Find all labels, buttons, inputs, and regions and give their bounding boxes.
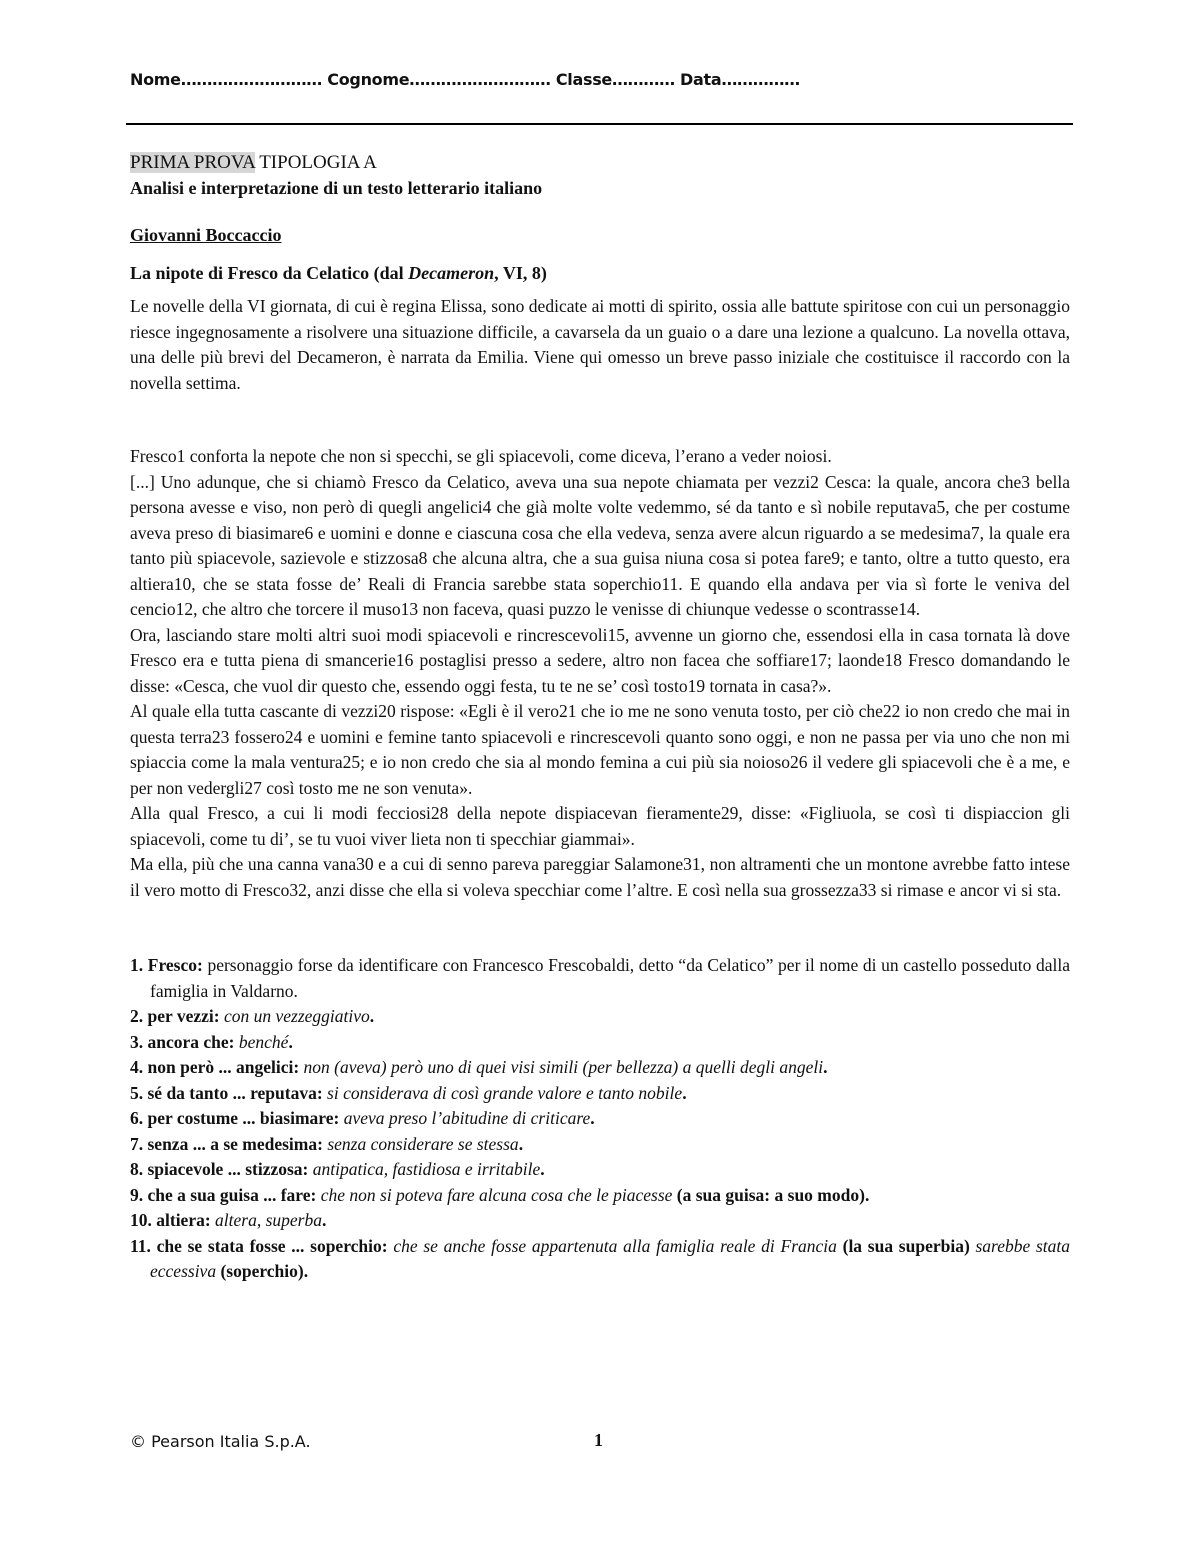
- novella-title-pre: La nipote di Fresco da Celatico (dal: [130, 263, 409, 283]
- exam-title: [130, 150, 1070, 176]
- footnote-def: che se anche fosse appartenuta alla famiglia reale di Francia: [393, 1235, 837, 1256]
- footnote-def: personaggio forse da identificare con Francesco Frescobaldi, detto “da Celatico” per il nome di un castello posseduto dalla famiglia in Valdarno.: [150, 955, 1070, 1001]
- footnote-extra: .: [288, 1031, 293, 1052]
- text-paragraph: Fresco1 conforta la nepote che non si specchi, se gli spiacevoli, come diceva, l’erano a veder noiosi.: [130, 446, 832, 466]
- footnote: [130, 1157, 1070, 1183]
- author-name: Giovanni Boccaccio: [130, 225, 282, 245]
- document-body: [130, 150, 1070, 1285]
- footnote-term: 1. Fresco:: [130, 955, 203, 975]
- footnote-extra-2: (soperchio).: [216, 1261, 309, 1281]
- footnote-def: con un vezzeggiativo: [223, 1006, 370, 1026]
- footnote: [130, 1030, 1070, 1056]
- novella-title-italic: Decameron: [408, 263, 495, 283]
- footnote: [130, 953, 1070, 1004]
- footnote-extra: .: [369, 1006, 375, 1026]
- footnote-term: 2. per vezzi:: [130, 1006, 220, 1026]
- footnote: [130, 1055, 1070, 1081]
- footnote-extra: (a sua guisa: a suo modo).: [672, 1184, 870, 1205]
- novella-title: [130, 260, 1070, 286]
- text-paragraph: Ora, lasciando stare molti altri suoi modi spiacevoli e rincrescevoli15, avvenne un giorno che, essendosi ella in casa tornata là dove Fresco era e tutta piena di smancerie16 postaglisi presso a sedere, altro non facea che soffiare17; laonde18 Fresco domandando le disse: «Cesca, che vuol dir questo che, essendo oggi festa, tu te ne se’ così tosto19 tornata in casa?».: [130, 624, 1070, 696]
- footnote-def: che non si poteva fare alcuna cosa che le piacesse: [320, 1184, 673, 1205]
- footnote-extra: .: [540, 1159, 545, 1179]
- footnote-def: antipatica, fastidiosa e irritabile: [312, 1159, 541, 1179]
- text-paragraph: Ma ella, più che una canna vana30 e a cui di senno pareva pareggiar Salamone31, non altramenti che un montone avrebbe fatto intese il vero motto di Fresco32, anzi disse che ella si voleva specchiar come l’altre. E così nella sua grossezza33 si rimase e ancor vi si sta.: [130, 854, 1070, 900]
- footnote-extra: .: [682, 1082, 687, 1103]
- footnote-def: si considerava di così grande valore e tanto nobile: [327, 1082, 683, 1103]
- exam-title-highlight: PRIMA PROVA: [130, 152, 255, 173]
- footnote-term: 4. non però ... angelici:: [130, 1057, 300, 1077]
- footnote-term: 11. che se stata fosse ... soperchio:: [130, 1235, 388, 1256]
- intro-paragraph: Le novelle della VI giornata, di cui è regina Elissa, sono dedicate ai motti di spirito, ossia alle battute spiritose con cui un personaggio riesce ingegnosamente a risolvere una situazione difficile, a cavarsela da un guaio o a dare una lezione a qualcuno. La novella ottava, una delle più brevi del Decameron, è narrata da Emilia. Viene qui omesso un breve passo iniziale che costituisce il raccordo con la novella settima.: [130, 296, 1070, 393]
- footnote: [130, 1132, 1070, 1158]
- novella-title-post: , VI, 8): [494, 263, 547, 283]
- footnote-def: benché: [238, 1031, 289, 1052]
- footnote-term: 10. altiera:: [130, 1210, 211, 1230]
- footnote: [130, 1004, 1070, 1030]
- footnote: [130, 1081, 1070, 1107]
- footnote-extra: .: [518, 1133, 524, 1154]
- footnote-extra: .: [823, 1057, 828, 1077]
- footnote-def: senza considerare se stessa: [327, 1133, 519, 1154]
- footnote-extra: .: [322, 1210, 327, 1230]
- footnote-def: non (aveva) però uno di quei visi simili (per bellezza) a quelli degli angeli: [303, 1057, 824, 1077]
- copyright-notice: © Pearson Italia S.p.A.: [130, 1432, 311, 1451]
- text-paragraph: Alla qual Fresco, a cui li modi fecciosi28 della nepote dispiacevan fieramente29, disse: «Figliuola, se così ti dispiaccion gli spiacevoli, come tu di’, se tu vuoi viver lieta non ti specchiar giammai».: [130, 803, 1070, 849]
- footnote-extra: (la sua superbia): [836, 1235, 976, 1256]
- footnote-term: 5. sé da tanto ... reputava:: [130, 1082, 323, 1103]
- student-info-header: Nome……………………… Cognome……………………… Classe………… Data……………: [130, 70, 800, 89]
- footnote-def: altera, superba: [215, 1210, 322, 1230]
- page-number: 1: [594, 1430, 603, 1450]
- footnote-def: aveva preso l’abitudine di criticare: [343, 1108, 591, 1128]
- footnote-term: 9. che a sua guisa ... fare:: [130, 1184, 317, 1205]
- exam-subtitle: Analisi e interpretazione di un testo letterario italiano: [130, 178, 543, 198]
- footnote-term: 7. senza ... a se medesima:: [130, 1133, 323, 1154]
- footnote-def-2: sarebbe stata eccessiva: [150, 1235, 1071, 1281]
- footnote-term: 6. per costume ... biasimare:: [130, 1108, 340, 1128]
- footnote: [130, 1234, 1070, 1285]
- footnote-extra: .: [590, 1108, 595, 1128]
- footnote: [130, 1106, 1070, 1132]
- text-paragraph: [...] Uno adunque, che si chiamò Fresco da Celatico, aveva una sua nepote chiamata per vezzi2 Cesca: la quale, ancora che3 bella persona avesse e viso, non però di quegli angelici4 che già molte volte vedemmo, sé da tanto e sì nobile reputava5, che per costume aveva preso di biasimare6 e uomini e donne e ciascuna cosa che ella vedeva, senza avere alcun riguardo a se medesima7, la quale era tanto più spiacevole, sazievole e stizzosa8 che alcuna altra, che a sua guisa niuna cosa si potea fare9; e tanto, oltre a tutto questo, era altiera10, che se stata fosse de’ Reali di Francia sarebbe stata soperchio11. E quando ella andava per via sì forte le veniva del cencio12, che altro che torcere il muso13 non faceva, quasi puzzo le venisse di chiunque vedesse o scontrasse14.: [130, 471, 1070, 619]
- footnote-term: 8. spiacevole ... stizzosa:: [130, 1159, 309, 1179]
- footnotes: [130, 953, 1070, 1285]
- footnote: [130, 1208, 1070, 1234]
- exam-title-rest: TIPOLOGIA A: [254, 152, 377, 173]
- text-paragraph: Al quale ella tutta cascante di vezzi20 rispose: «Egli è il vero21 che io me ne sono venuta tosto, per ciò che22 io non credo che mai in questa terra23 fossero24 e uomini e femine tanto spiacevoli e rincrescevoli quanto sono oggi, e non ne passa per via uno che non mi spiaccia come la mala ventura25; e io non credo che sia al mondo femina a cui più sia noioso26 il vedere gli spiacevoli che è a me, e per non vedergli27 così tosto me ne son venuta».: [130, 701, 1070, 798]
- footnote-term: 3. ancora che:: [130, 1031, 235, 1052]
- footnote: [130, 1183, 1070, 1209]
- header-rule: [126, 123, 1073, 125]
- novella-text: [130, 444, 1070, 903]
